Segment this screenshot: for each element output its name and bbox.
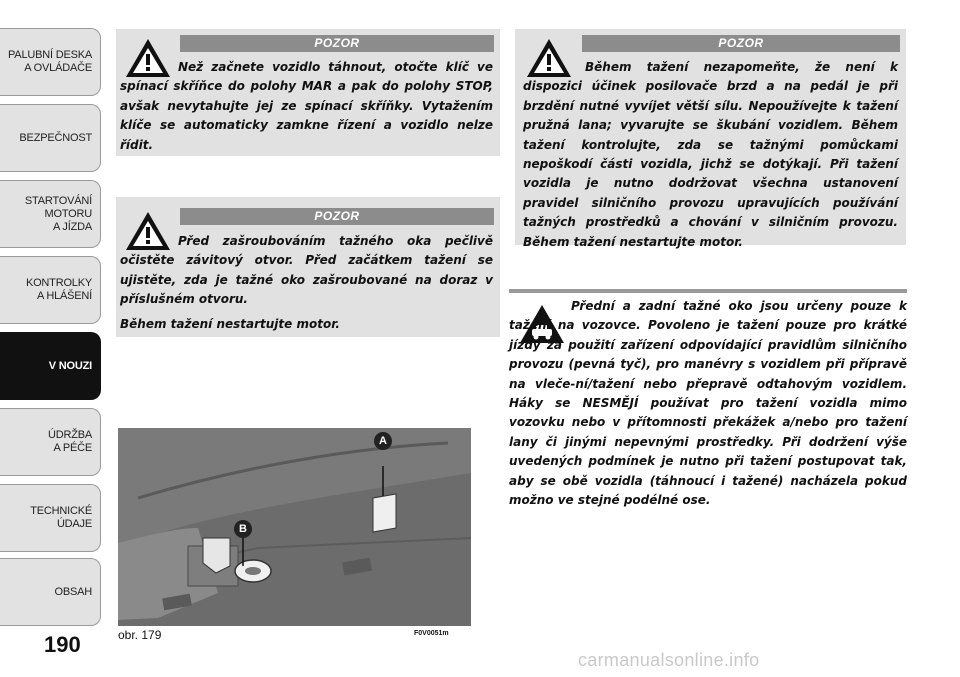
tow-hook-illustration [118, 428, 471, 626]
tab-label: BEZPEČNOST [19, 131, 92, 144]
callout-a: A [374, 432, 392, 450]
tab-bezpecnost[interactable] [0, 104, 101, 172]
watermark: carmanualsonline.info [578, 650, 760, 670]
warning-header: POZOR [582, 35, 900, 52]
tab-label: V NOUZI [48, 359, 92, 372]
tab-label: STARTOVÁNÍ MOTORU A JÍZDA [24, 194, 92, 233]
tab-label: OBSAH [54, 585, 92, 598]
note-text: Přední a zadní tažné oko jsou určeny pouze k tažení na vozovce. Povoleno je tažení pouze pro krátké jízdy za použití zařízení odpovídající pravidlům silničního provozu (pevná tyč), pro manévry s vozidlem při přípravě na vleče-ní/tažení nebo přepravě odtahovým vozidlem. Háky se NESMĚJÍ používat pro tažení vozidla mimo vozovku nebo v přítomnosti překážek a/nebo pro tažení lany či jinými nepevnými prostředky. Při dodržení výše uvedených podmínek je nutno při tažení postupovat tak, aby se obě vozidla (táhnoucí i tažené) nacházela pokud možno ve stejné podélné ose. [509, 299, 907, 508]
callout-b: B [234, 520, 252, 538]
tab-label: ÚDRŽBA A PÉČE [47, 429, 92, 454]
warning-box-brake-assist [515, 29, 906, 249]
figure-tow-hook [118, 428, 471, 626]
note-divider [509, 289, 907, 293]
tab-udrzba[interactable] [0, 408, 101, 476]
warning-box-threaded-hole [116, 197, 500, 337]
tab-palubni-deska[interactable] [0, 28, 101, 96]
figure-caption: obr. 179 [118, 628, 162, 642]
tab-label: KONTROLKY A HLÁŠENÍ [25, 277, 92, 302]
tab-label: PALUBNÍ DESKA A OVLÁDAČE [7, 49, 92, 74]
warning-box-ignition [116, 29, 500, 156]
warning-header: POZOR [180, 35, 494, 52]
tab-v-nouzi[interactable] [0, 332, 101, 400]
page-number: 190 [44, 632, 81, 657]
warning-header: POZOR [180, 208, 494, 225]
tab-label: TECHNICKÉ ÚDAJE [30, 505, 92, 530]
figure-code: F0V0051m [414, 630, 449, 637]
tab-startovani[interactable] [0, 180, 101, 248]
warning-text [120, 232, 493, 334]
warning-text-1: Před zašroubováním tažného oka pečlivě očistěte závitový otvor. Před začátkem tažení se ujistěte, zda je tažné oko zašroubované na doraz v příslušném otvoru. [120, 234, 493, 307]
tab-obsah[interactable] [0, 558, 101, 626]
tab-kontrolky[interactable] [0, 256, 101, 324]
warning-text: Než začnete vozidlo táhnout, otočte klíč ve spínací skříňce do polohy MAR a pak do polohy STOP, avšak nevytahujte jej ze spínací skříňky. Vytažením klíče se automaticky zamkne řízení a vozidlo nelze řídit. [120, 60, 493, 152]
tab-technicke-udaje[interactable] [0, 484, 101, 552]
warning-text-2: Během tažení nestartujte motor. [120, 316, 340, 331]
warning-text: Během tažení nezapomeňte, že není k dispozici účinek posilovače brzd a na pedál je při brzdění nutné vyvíjet větší sílu. Nepoužívejte k tažení pružná lana; vyvarujte se škubání vozidlem. Během tažení kontrolujte, zda se tažnými pomůckami nepoškodí části vozidla, jichž se dotýkají. Při tažení vozidla je nutno dodržovat všechna ustanovení pravidel silničního provozu upravujících používání tažných prostředků a chování v silničním provozu. Během tažení nestartujte motor. [523, 60, 898, 249]
